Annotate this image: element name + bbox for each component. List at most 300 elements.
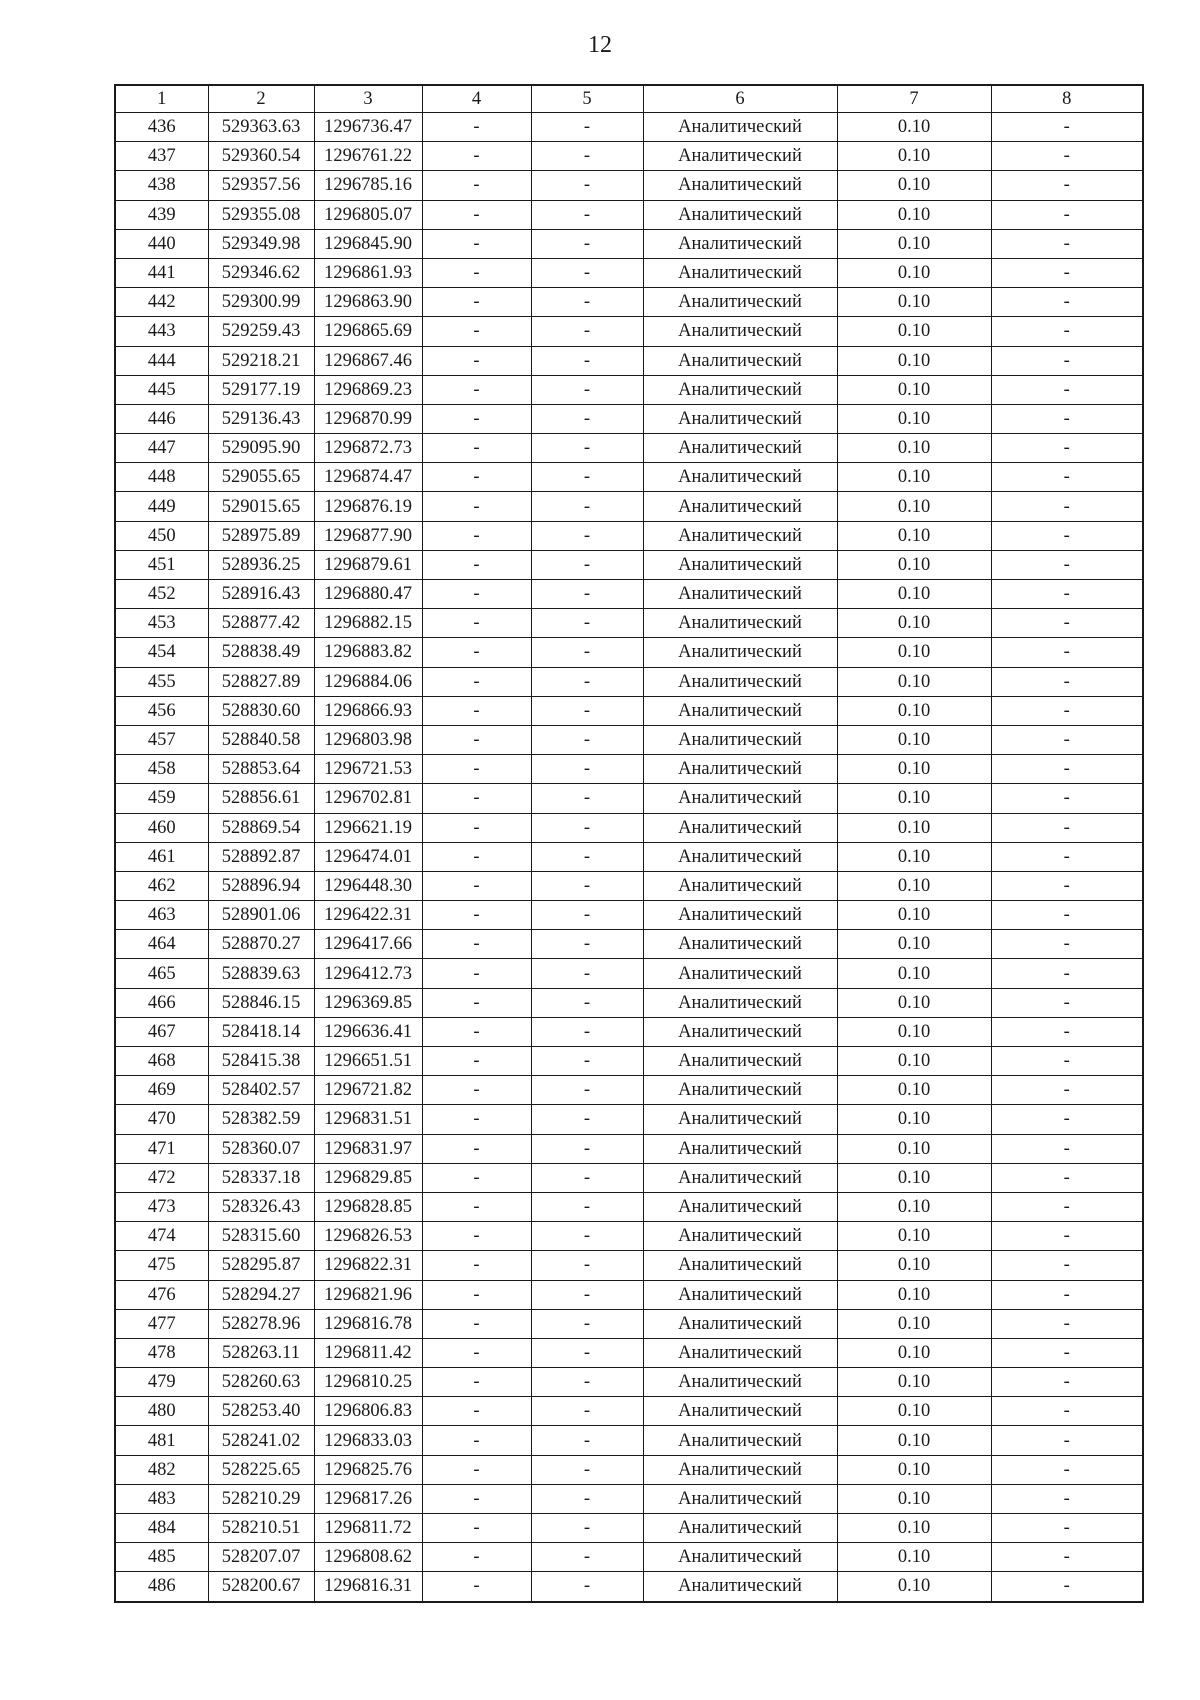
- y-coordinate-cell: 1296822.31: [314, 1251, 422, 1280]
- y-coordinate-cell: 1296808.62: [314, 1543, 422, 1572]
- point-number-cell: 463: [115, 901, 208, 930]
- table-row: [115, 434, 1143, 463]
- accuracy-cell: 0.10: [837, 725, 991, 754]
- table-row: [115, 375, 1143, 404]
- method-cell: Аналитический: [643, 1192, 837, 1221]
- column-4-cell: -: [422, 492, 531, 521]
- accuracy-cell: 0.10: [837, 1076, 991, 1105]
- table-row: [115, 1134, 1143, 1163]
- table-row: [115, 1280, 1143, 1309]
- column-5-cell: -: [531, 667, 643, 696]
- y-coordinate-cell: 1296761.22: [314, 142, 422, 171]
- y-coordinate-cell: 1296872.73: [314, 434, 422, 463]
- table-row: [115, 1543, 1143, 1572]
- column-4-cell: -: [422, 1047, 531, 1076]
- accuracy-cell: 0.10: [837, 1163, 991, 1192]
- column-5-cell: -: [531, 550, 643, 579]
- column-8-cell: -: [991, 142, 1143, 171]
- y-coordinate-cell: 1296880.47: [314, 580, 422, 609]
- point-number-cell: 454: [115, 638, 208, 667]
- column-8-cell: -: [991, 580, 1143, 609]
- column-8-cell: -: [991, 930, 1143, 959]
- column-4-cell: -: [422, 1484, 531, 1513]
- column-5-cell: -: [531, 1251, 643, 1280]
- column-5-cell: -: [531, 609, 643, 638]
- column-4-cell: -: [422, 550, 531, 579]
- column-4-cell: -: [422, 288, 531, 317]
- column-4-cell: -: [422, 229, 531, 258]
- point-number-cell: 462: [115, 871, 208, 900]
- point-number-cell: 449: [115, 492, 208, 521]
- x-coordinate-cell: 528418.14: [208, 1017, 314, 1046]
- method-cell: Аналитический: [643, 813, 837, 842]
- column-4-cell: -: [422, 1280, 531, 1309]
- table-row: [115, 1514, 1143, 1543]
- column-8-cell: -: [991, 813, 1143, 842]
- method-cell: Аналитический: [643, 842, 837, 871]
- y-coordinate-cell: 1296651.51: [314, 1047, 422, 1076]
- column-8-cell: -: [991, 1192, 1143, 1221]
- accuracy-cell: 0.10: [837, 580, 991, 609]
- column-8-cell: -: [991, 317, 1143, 346]
- y-coordinate-cell: 1296825.76: [314, 1455, 422, 1484]
- y-coordinate-cell: 1296816.78: [314, 1309, 422, 1338]
- table-row: [115, 113, 1143, 142]
- table-row: [115, 1017, 1143, 1046]
- accuracy-cell: 0.10: [837, 1105, 991, 1134]
- x-coordinate-cell: 529300.99: [208, 288, 314, 317]
- column-5-cell: -: [531, 1280, 643, 1309]
- point-number-cell: 455: [115, 667, 208, 696]
- y-coordinate-cell: 1296810.25: [314, 1368, 422, 1397]
- column-8-cell: -: [991, 1134, 1143, 1163]
- table-row: [115, 1426, 1143, 1455]
- column-header: 3: [314, 85, 422, 113]
- column-4-cell: -: [422, 346, 531, 375]
- column-8-cell: -: [991, 1484, 1143, 1513]
- y-coordinate-cell: 1296879.61: [314, 550, 422, 579]
- accuracy-cell: 0.10: [837, 1368, 991, 1397]
- column-5-cell: -: [531, 1134, 643, 1163]
- accuracy-cell: 0.10: [837, 171, 991, 200]
- x-coordinate-cell: 528846.15: [208, 988, 314, 1017]
- column-4-cell: -: [422, 113, 531, 142]
- column-5-cell: -: [531, 171, 643, 200]
- point-number-cell: 464: [115, 930, 208, 959]
- column-4-cell: -: [422, 142, 531, 171]
- x-coordinate-cell: 528877.42: [208, 609, 314, 638]
- x-coordinate-cell: 528382.59: [208, 1105, 314, 1134]
- column-4-cell: -: [422, 871, 531, 900]
- method-cell: Аналитический: [643, 1309, 837, 1338]
- column-5-cell: -: [531, 492, 643, 521]
- method-cell: Аналитический: [643, 142, 837, 171]
- method-cell: Аналитический: [643, 1251, 837, 1280]
- accuracy-cell: 0.10: [837, 550, 991, 579]
- table-row: [115, 1251, 1143, 1280]
- x-coordinate-cell: 528278.96: [208, 1309, 314, 1338]
- column-8-cell: -: [991, 1426, 1143, 1455]
- y-coordinate-cell: 1296882.15: [314, 609, 422, 638]
- method-cell: Аналитический: [643, 288, 837, 317]
- method-cell: Аналитический: [643, 1426, 837, 1455]
- column-8-cell: -: [991, 434, 1143, 463]
- table-header: [115, 85, 1143, 113]
- column-8-cell: -: [991, 901, 1143, 930]
- column-5-cell: -: [531, 1309, 643, 1338]
- column-4-cell: -: [422, 1455, 531, 1484]
- table-row: [115, 1368, 1143, 1397]
- column-8-cell: -: [991, 1163, 1143, 1192]
- coordinates-table: [114, 84, 1144, 1603]
- x-coordinate-cell: 528840.58: [208, 725, 314, 754]
- column-header: 7: [837, 85, 991, 113]
- x-coordinate-cell: 529346.62: [208, 258, 314, 287]
- table-row: [115, 901, 1143, 930]
- x-coordinate-cell: 529357.56: [208, 171, 314, 200]
- column-5-cell: -: [531, 1397, 643, 1426]
- table-row: [115, 200, 1143, 229]
- accuracy-cell: 0.10: [837, 1309, 991, 1338]
- point-number-cell: 446: [115, 404, 208, 433]
- accuracy-cell: 0.10: [837, 1455, 991, 1484]
- column-5-cell: -: [531, 521, 643, 550]
- method-cell: Аналитический: [643, 258, 837, 287]
- accuracy-cell: 0.10: [837, 288, 991, 317]
- column-header: 2: [208, 85, 314, 113]
- point-number-cell: 476: [115, 1280, 208, 1309]
- y-coordinate-cell: 1296805.07: [314, 200, 422, 229]
- y-coordinate-cell: 1296831.51: [314, 1105, 422, 1134]
- column-8-cell: -: [991, 1514, 1143, 1543]
- column-5-cell: -: [531, 930, 643, 959]
- table-row: [115, 784, 1143, 813]
- column-4-cell: -: [422, 638, 531, 667]
- accuracy-cell: 0.10: [837, 142, 991, 171]
- point-number-cell: 479: [115, 1368, 208, 1397]
- point-number-cell: 470: [115, 1105, 208, 1134]
- column-4-cell: -: [422, 1017, 531, 1046]
- column-5-cell: -: [531, 229, 643, 258]
- accuracy-cell: 0.10: [837, 813, 991, 842]
- method-cell: Аналитический: [643, 317, 837, 346]
- y-coordinate-cell: 1296870.99: [314, 404, 422, 433]
- y-coordinate-cell: 1296803.98: [314, 725, 422, 754]
- x-coordinate-cell: 528326.43: [208, 1192, 314, 1221]
- column-5-cell: -: [531, 725, 643, 754]
- x-coordinate-cell: 528869.54: [208, 813, 314, 842]
- y-coordinate-cell: 1296806.83: [314, 1397, 422, 1426]
- column-4-cell: -: [422, 959, 531, 988]
- column-8-cell: -: [991, 463, 1143, 492]
- column-8-cell: -: [991, 200, 1143, 229]
- point-number-cell: 482: [115, 1455, 208, 1484]
- column-5-cell: -: [531, 1426, 643, 1455]
- method-cell: Аналитический: [643, 1134, 837, 1163]
- point-number-cell: 440: [115, 229, 208, 258]
- x-coordinate-cell: 528200.67: [208, 1572, 314, 1602]
- column-5-cell: -: [531, 813, 643, 842]
- column-5-cell: -: [531, 317, 643, 346]
- x-coordinate-cell: 528892.87: [208, 842, 314, 871]
- y-coordinate-cell: 1296867.46: [314, 346, 422, 375]
- column-5-cell: -: [531, 1076, 643, 1105]
- accuracy-cell: 0.10: [837, 1338, 991, 1367]
- column-5-cell: -: [531, 696, 643, 725]
- accuracy-cell: 0.10: [837, 258, 991, 287]
- column-8-cell: -: [991, 171, 1143, 200]
- column-8-cell: -: [991, 1397, 1143, 1426]
- x-coordinate-cell: 528901.06: [208, 901, 314, 930]
- column-4-cell: -: [422, 696, 531, 725]
- accuracy-cell: 0.10: [837, 1134, 991, 1163]
- y-coordinate-cell: 1296702.81: [314, 784, 422, 813]
- x-coordinate-cell: 528253.40: [208, 1397, 314, 1426]
- method-cell: Аналитический: [643, 521, 837, 550]
- x-coordinate-cell: 528870.27: [208, 930, 314, 959]
- y-coordinate-cell: 1296826.53: [314, 1222, 422, 1251]
- x-coordinate-cell: 529055.65: [208, 463, 314, 492]
- point-number-cell: 466: [115, 988, 208, 1017]
- column-4-cell: -: [422, 1338, 531, 1367]
- point-number-cell: 480: [115, 1397, 208, 1426]
- x-coordinate-cell: 528337.18: [208, 1163, 314, 1192]
- column-8-cell: -: [991, 959, 1143, 988]
- column-4-cell: -: [422, 171, 531, 200]
- column-8-cell: -: [991, 1017, 1143, 1046]
- table-row: [115, 288, 1143, 317]
- table-row: [115, 1076, 1143, 1105]
- table-row: [115, 1397, 1143, 1426]
- column-4-cell: -: [422, 1572, 531, 1602]
- method-cell: Аналитический: [643, 755, 837, 784]
- column-5-cell: -: [531, 1222, 643, 1251]
- column-8-cell: -: [991, 113, 1143, 142]
- table-row: [115, 1163, 1143, 1192]
- accuracy-cell: 0.10: [837, 959, 991, 988]
- accuracy-cell: 0.10: [837, 1514, 991, 1543]
- point-number-cell: 484: [115, 1514, 208, 1543]
- table-row: [115, 1338, 1143, 1367]
- table-row: [115, 142, 1143, 171]
- method-cell: Аналитический: [643, 492, 837, 521]
- column-header: 1: [115, 85, 208, 113]
- method-cell: Аналитический: [643, 871, 837, 900]
- table-row: [115, 1222, 1143, 1251]
- point-number-cell: 472: [115, 1163, 208, 1192]
- point-number-cell: 469: [115, 1076, 208, 1105]
- table-row: [115, 1484, 1143, 1513]
- column-4-cell: -: [422, 1163, 531, 1192]
- column-5-cell: -: [531, 871, 643, 900]
- column-8-cell: -: [991, 1455, 1143, 1484]
- column-4-cell: -: [422, 317, 531, 346]
- column-5-cell: -: [531, 1572, 643, 1602]
- x-coordinate-cell: 529360.54: [208, 142, 314, 171]
- x-coordinate-cell: 528853.64: [208, 755, 314, 784]
- accuracy-cell: 0.10: [837, 1426, 991, 1455]
- y-coordinate-cell: 1296831.97: [314, 1134, 422, 1163]
- column-8-cell: -: [991, 1047, 1143, 1076]
- y-coordinate-cell: 1296876.19: [314, 492, 422, 521]
- column-4-cell: -: [422, 1222, 531, 1251]
- column-5-cell: -: [531, 375, 643, 404]
- method-cell: Аналитический: [643, 200, 837, 229]
- column-4-cell: -: [422, 1368, 531, 1397]
- column-header: 6: [643, 85, 837, 113]
- point-number-cell: 443: [115, 317, 208, 346]
- x-coordinate-cell: 528295.87: [208, 1251, 314, 1280]
- y-coordinate-cell: 1296845.90: [314, 229, 422, 258]
- table-row: [115, 1105, 1143, 1134]
- accuracy-cell: 0.10: [837, 1222, 991, 1251]
- method-cell: Аналитический: [643, 1543, 837, 1572]
- accuracy-cell: 0.10: [837, 842, 991, 871]
- method-cell: Аналитический: [643, 609, 837, 638]
- point-number-cell: 471: [115, 1134, 208, 1163]
- method-cell: Аналитический: [643, 113, 837, 142]
- method-cell: Аналитический: [643, 1076, 837, 1105]
- column-8-cell: -: [991, 988, 1143, 1017]
- point-number-cell: 459: [115, 784, 208, 813]
- method-cell: Аналитический: [643, 1280, 837, 1309]
- column-4-cell: -: [422, 901, 531, 930]
- column-8-cell: -: [991, 288, 1143, 317]
- table-row: [115, 1047, 1143, 1076]
- point-number-cell: 461: [115, 842, 208, 871]
- accuracy-cell: 0.10: [837, 346, 991, 375]
- y-coordinate-cell: 1296821.96: [314, 1280, 422, 1309]
- table-row: [115, 171, 1143, 200]
- column-8-cell: -: [991, 346, 1143, 375]
- column-5-cell: -: [531, 258, 643, 287]
- column-8-cell: -: [991, 725, 1143, 754]
- x-coordinate-cell: 528263.11: [208, 1338, 314, 1367]
- column-8-cell: -: [991, 1280, 1143, 1309]
- x-coordinate-cell: 529363.63: [208, 113, 314, 142]
- y-coordinate-cell: 1296829.85: [314, 1163, 422, 1192]
- method-cell: Аналитический: [643, 725, 837, 754]
- accuracy-cell: 0.10: [837, 375, 991, 404]
- column-8-cell: -: [991, 229, 1143, 258]
- x-coordinate-cell: 529218.21: [208, 346, 314, 375]
- y-coordinate-cell: 1296816.31: [314, 1572, 422, 1602]
- column-8-cell: -: [991, 1368, 1143, 1397]
- table-row: [115, 258, 1143, 287]
- y-coordinate-cell: 1296861.93: [314, 258, 422, 287]
- column-4-cell: -: [422, 434, 531, 463]
- column-4-cell: -: [422, 200, 531, 229]
- x-coordinate-cell: 529259.43: [208, 317, 314, 346]
- method-cell: Аналитический: [643, 1455, 837, 1484]
- point-number-cell: 444: [115, 346, 208, 375]
- column-8-cell: -: [991, 1222, 1143, 1251]
- accuracy-cell: 0.10: [837, 988, 991, 1017]
- accuracy-cell: 0.10: [837, 1017, 991, 1046]
- y-coordinate-cell: 1296833.03: [314, 1426, 422, 1455]
- method-cell: Аналитический: [643, 1368, 837, 1397]
- column-8-cell: -: [991, 1543, 1143, 1572]
- point-number-cell: 475: [115, 1251, 208, 1280]
- table-row: [115, 959, 1143, 988]
- column-5-cell: -: [531, 200, 643, 229]
- column-5-cell: -: [531, 901, 643, 930]
- y-coordinate-cell: 1296866.93: [314, 696, 422, 725]
- accuracy-cell: 0.10: [837, 1047, 991, 1076]
- table-row: [115, 609, 1143, 638]
- x-coordinate-cell: 528916.43: [208, 580, 314, 609]
- point-number-cell: 438: [115, 171, 208, 200]
- column-4-cell: -: [422, 725, 531, 754]
- accuracy-cell: 0.10: [837, 1572, 991, 1602]
- y-coordinate-cell: 1296817.26: [314, 1484, 422, 1513]
- column-8-cell: -: [991, 667, 1143, 696]
- column-8-cell: -: [991, 258, 1143, 287]
- accuracy-cell: 0.10: [837, 492, 991, 521]
- accuracy-cell: 0.10: [837, 755, 991, 784]
- point-number-cell: 456: [115, 696, 208, 725]
- x-coordinate-cell: 528856.61: [208, 784, 314, 813]
- column-8-cell: -: [991, 784, 1143, 813]
- method-cell: Аналитический: [643, 346, 837, 375]
- column-8-cell: -: [991, 492, 1143, 521]
- point-number-cell: 460: [115, 813, 208, 842]
- column-8-cell: -: [991, 521, 1143, 550]
- method-cell: Аналитический: [643, 784, 837, 813]
- method-cell: Аналитический: [643, 1484, 837, 1513]
- method-cell: Аналитический: [643, 375, 837, 404]
- x-coordinate-cell: 528225.65: [208, 1455, 314, 1484]
- accuracy-cell: 0.10: [837, 1397, 991, 1426]
- point-number-cell: 448: [115, 463, 208, 492]
- x-coordinate-cell: 529177.19: [208, 375, 314, 404]
- accuracy-cell: 0.10: [837, 901, 991, 930]
- column-header: 4: [422, 85, 531, 113]
- point-number-cell: 465: [115, 959, 208, 988]
- x-coordinate-cell: 528294.27: [208, 1280, 314, 1309]
- accuracy-cell: 0.10: [837, 229, 991, 258]
- y-coordinate-cell: 1296369.85: [314, 988, 422, 1017]
- table-row: [115, 1309, 1143, 1338]
- y-coordinate-cell: 1296869.23: [314, 375, 422, 404]
- column-5-cell: -: [531, 1514, 643, 1543]
- method-cell: Аналитический: [643, 696, 837, 725]
- y-coordinate-cell: 1296636.41: [314, 1017, 422, 1046]
- y-coordinate-cell: 1296877.90: [314, 521, 422, 550]
- point-number-cell: 437: [115, 142, 208, 171]
- table-row: [115, 580, 1143, 609]
- method-cell: Аналитический: [643, 1105, 837, 1134]
- x-coordinate-cell: 528210.29: [208, 1484, 314, 1513]
- column-header: 5: [531, 85, 643, 113]
- y-coordinate-cell: 1296874.47: [314, 463, 422, 492]
- y-coordinate-cell: 1296736.47: [314, 113, 422, 142]
- column-8-cell: -: [991, 1105, 1143, 1134]
- point-number-cell: 442: [115, 288, 208, 317]
- y-coordinate-cell: 1296448.30: [314, 871, 422, 900]
- column-5-cell: -: [531, 1047, 643, 1076]
- table-row: [115, 404, 1143, 433]
- x-coordinate-cell: 528260.63: [208, 1368, 314, 1397]
- column-5-cell: -: [531, 404, 643, 433]
- x-coordinate-cell: 528839.63: [208, 959, 314, 988]
- column-5-cell: -: [531, 959, 643, 988]
- x-coordinate-cell: 528415.38: [208, 1047, 314, 1076]
- column-5-cell: -: [531, 1338, 643, 1367]
- method-cell: Аналитический: [643, 1047, 837, 1076]
- table-row: [115, 988, 1143, 1017]
- y-coordinate-cell: 1296721.82: [314, 1076, 422, 1105]
